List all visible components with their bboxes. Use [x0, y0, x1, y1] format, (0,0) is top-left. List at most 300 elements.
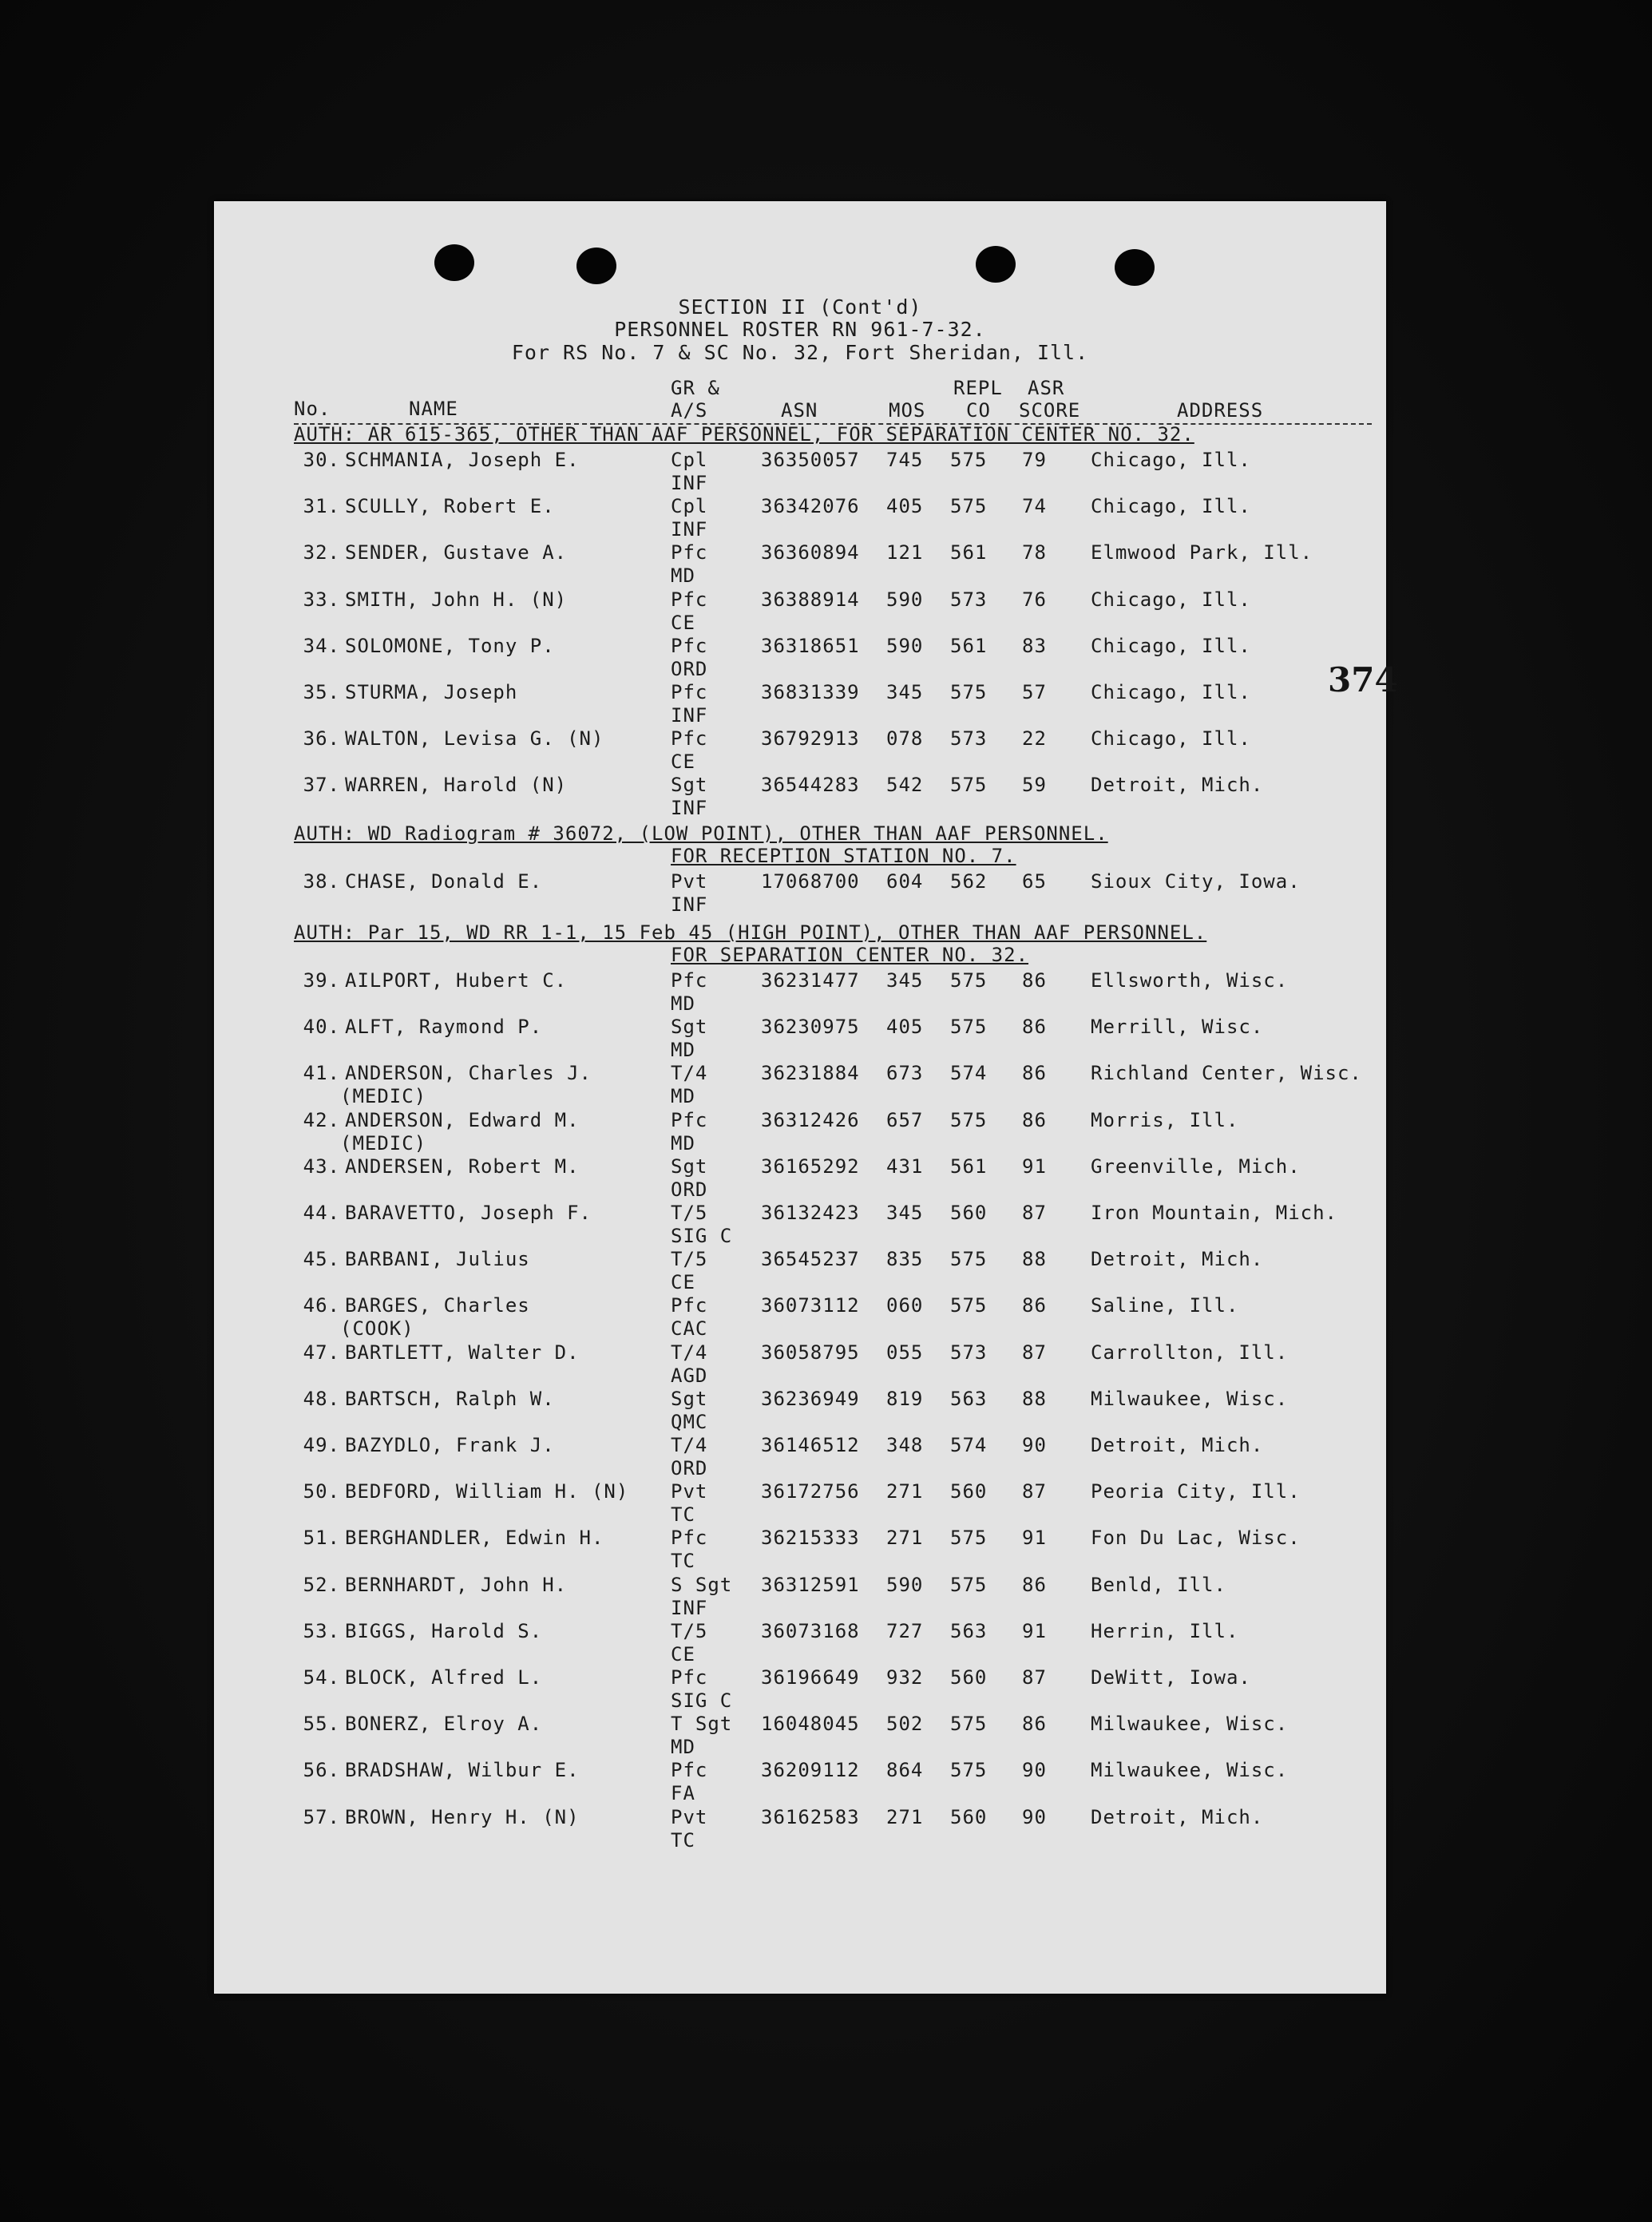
row-grade: Pfc [671, 727, 708, 750]
col-name: NAME [409, 398, 458, 420]
row-mos: 590 [886, 635, 924, 657]
row-mos: 745 [886, 449, 924, 471]
row-asr-score: 87 [1022, 1202, 1047, 1224]
table-row [214, 1388, 1386, 1434]
row-mos: 078 [886, 727, 924, 750]
row-asn: 36544283 [761, 774, 860, 796]
table-row [214, 1016, 1386, 1062]
table-row [214, 1806, 1386, 1852]
row-address: Milwaukee, Wisc. [1091, 1388, 1289, 1410]
row-address: Iron Mountain, Mich. [1091, 1202, 1337, 1224]
row-asn: 36215333 [761, 1527, 860, 1549]
row-mos: 542 [886, 774, 924, 796]
row-repl-co: 575 [950, 495, 988, 517]
table-row [214, 1574, 1386, 1620]
row-arm-service: INF [671, 518, 708, 541]
row-address: Merrill, Wisc. [1091, 1016, 1264, 1038]
col-score: SCORE [1019, 399, 1081, 422]
row-asn: 36236949 [761, 1388, 860, 1410]
row-name: SCHMANIA, Joseph E. [345, 449, 580, 471]
row-number: 52. [303, 1574, 340, 1596]
row-number: 50. [303, 1480, 340, 1503]
table-row [214, 774, 1386, 820]
row-arm-service: INF [671, 1597, 708, 1619]
table-row [214, 495, 1386, 541]
row-arm-service: TC [671, 1503, 695, 1526]
row-grade: T/5 [671, 1248, 708, 1270]
col-asn: ASN [781, 399, 818, 422]
auth-text: AUTH: Par 15, WD RR 1-1, 15 Feb 45 (HIGH POINT), OTHER THAN AAF PERSONNEL. [294, 921, 1207, 944]
row-mos: 121 [886, 541, 924, 564]
row-asr-score: 86 [1022, 1016, 1047, 1038]
row-grade: T/5 [671, 1202, 708, 1224]
row-mos: 657 [886, 1109, 924, 1131]
row-grade: T/4 [671, 1434, 708, 1456]
row-asn: 36146512 [761, 1434, 860, 1456]
page-number-stamp: 374 [1328, 660, 1398, 699]
col-co: CO [966, 399, 991, 422]
row-mos: 345 [886, 681, 924, 703]
row-address: Chicago, Ill. [1091, 449, 1251, 471]
row-grade: Pvt [671, 1480, 708, 1503]
section-title: SECTION II (Cont'd) [678, 295, 922, 319]
row-arm-service: ORD [671, 1457, 708, 1479]
row-number: 53. [303, 1620, 340, 1642]
table-row [214, 681, 1386, 727]
row-grade: Cpl [671, 495, 708, 517]
row-name: BARTLETT, Walter D. [345, 1341, 580, 1364]
row-asn: 36132423 [761, 1202, 860, 1224]
row-grade: T Sgt [671, 1713, 733, 1735]
row-number: 56. [303, 1759, 340, 1781]
row-number: 35. [303, 681, 340, 703]
table-row [214, 1434, 1386, 1480]
row-name: BARAVETTO, Joseph F. [345, 1202, 592, 1224]
row-asr-score: 87 [1022, 1666, 1047, 1689]
row-arm-service: ORD [671, 1178, 708, 1201]
row-mos: 405 [886, 1016, 924, 1038]
roster-page [214, 201, 1398, 1994]
row-address: Carrollton, Ill. [1091, 1341, 1289, 1364]
row-mos: 819 [886, 1388, 924, 1410]
row-repl-co: 575 [950, 449, 988, 471]
row-asr-score: 83 [1022, 635, 1047, 657]
col-gr: GR & [671, 377, 720, 399]
row-asn: 36831339 [761, 681, 860, 703]
row-mos: 345 [886, 969, 924, 992]
row-asr-score: 87 [1022, 1341, 1047, 1364]
row-asn: 36073112 [761, 1294, 860, 1317]
row-address: Detroit, Mich. [1091, 1248, 1264, 1270]
row-repl-co: 575 [950, 1294, 988, 1317]
row-number: 45. [303, 1248, 340, 1270]
auth-line-2 [671, 944, 1028, 966]
row-asn: 36196649 [761, 1666, 860, 1689]
row-number: 48. [303, 1388, 340, 1410]
row-repl-co: 573 [950, 1341, 988, 1364]
row-address: Saline, Ill. [1091, 1294, 1239, 1317]
row-name: WARREN, Harold (N) [345, 774, 568, 796]
row-arm-service: ORD [671, 658, 708, 680]
table-row [214, 449, 1386, 495]
row-asn: 36058795 [761, 1341, 860, 1364]
row-name: SENDER, Gustave A. [345, 541, 568, 564]
row-name: BERNHARDT, John H. [345, 1574, 568, 1596]
roster-title: PERSONNEL ROSTER RN 961-7-32. [614, 318, 986, 341]
row-address: Chicago, Ill. [1091, 681, 1251, 703]
row-number: 51. [303, 1527, 340, 1549]
row-grade: Pfc [671, 1666, 708, 1689]
row-name: BERGHANDLER, Edwin H. [345, 1527, 604, 1549]
row-address: Chicago, Ill. [1091, 635, 1251, 657]
row-note: (MEDIC) [340, 1132, 427, 1155]
auth-text: AUTH: AR 615-365, OTHER THAN AAF PERSONNEL, FOR SEPARATION CENTER NO. 32. [294, 423, 1194, 446]
row-number: 44. [303, 1202, 340, 1224]
row-arm-service: MD [671, 1039, 695, 1061]
row-grade: Pfc [671, 1759, 708, 1781]
roster-subtitle: For RS No. 7 & SC No. 32, Fort Sheridan, Ill. [511, 341, 1089, 364]
row-repl-co: 561 [950, 1155, 988, 1178]
row-address: Sioux City, Iowa. [1091, 870, 1301, 893]
row-asn: 36312426 [761, 1109, 860, 1131]
row-mos: 271 [886, 1527, 924, 1549]
row-asn: 36231477 [761, 969, 860, 992]
row-asn: 36162583 [761, 1806, 860, 1828]
col-address: ADDRESS [1177, 399, 1264, 422]
row-mos: 405 [886, 495, 924, 517]
table-row [214, 1248, 1386, 1294]
auth-line [294, 822, 1108, 845]
row-grade: Pvt [671, 1806, 708, 1828]
row-number: 55. [303, 1713, 340, 1735]
row-asr-score: 57 [1022, 681, 1047, 703]
row-address: DeWitt, Iowa. [1091, 1666, 1251, 1689]
row-number: 41. [303, 1062, 340, 1084]
row-repl-co: 573 [950, 727, 988, 750]
row-arm-service: MD [671, 992, 695, 1015]
row-repl-co: 573 [950, 588, 988, 611]
col-asr: ASR [1028, 377, 1065, 399]
row-repl-co: 575 [950, 681, 988, 703]
row-asr-score: 79 [1022, 449, 1047, 471]
row-address: Morris, Ill. [1091, 1109, 1239, 1131]
row-number: 49. [303, 1434, 340, 1456]
row-grade: T/4 [671, 1341, 708, 1364]
row-arm-service: CE [671, 751, 695, 773]
auth-line [294, 921, 1206, 944]
row-repl-co: 575 [950, 1527, 988, 1549]
row-mos: 590 [886, 1574, 924, 1596]
row-asr-score: 86 [1022, 1062, 1047, 1084]
row-asr-score: 86 [1022, 1574, 1047, 1596]
row-grade: Pfc [671, 588, 708, 611]
row-arm-service: SIG C [671, 1689, 733, 1712]
table-row [214, 727, 1386, 774]
row-asr-score: 90 [1022, 1806, 1047, 1828]
row-grade: Pfc [671, 635, 708, 657]
row-name: BEDFORD, William H. (N) [345, 1480, 629, 1503]
row-mos: 604 [886, 870, 924, 893]
row-number: 54. [303, 1666, 340, 1689]
row-asr-score: 88 [1022, 1388, 1047, 1410]
row-address: Peoria City, Ill. [1091, 1480, 1301, 1503]
row-asn: 36165292 [761, 1155, 860, 1178]
row-number: 43. [303, 1155, 340, 1178]
table-row [214, 1202, 1386, 1248]
row-arm-service: TC [671, 1829, 695, 1852]
row-mos: 060 [886, 1294, 924, 1317]
row-asr-score: 65 [1022, 870, 1047, 893]
row-number: 30. [303, 449, 340, 471]
row-repl-co: 560 [950, 1806, 988, 1828]
table-row [214, 1109, 1386, 1155]
row-asn: 36318651 [761, 635, 860, 657]
row-mos: 727 [886, 1620, 924, 1642]
row-asn: 36230975 [761, 1016, 860, 1038]
row-mos: 502 [886, 1713, 924, 1735]
row-grade: Pfc [671, 969, 708, 992]
row-address: Chicago, Ill. [1091, 727, 1251, 750]
row-number: 33. [303, 588, 340, 611]
row-arm-service: CE [671, 1271, 695, 1293]
row-asn: 36342076 [761, 495, 860, 517]
row-arm-service: TC [671, 1550, 695, 1572]
table-row [214, 588, 1386, 635]
row-grade: Cpl [671, 449, 708, 471]
row-arm-service: MD [671, 1736, 695, 1758]
row-repl-co: 575 [950, 1574, 988, 1596]
row-repl-co: 575 [950, 1248, 988, 1270]
row-asn: 17068700 [761, 870, 860, 893]
row-arm-service: CE [671, 612, 695, 634]
col-mos: MOS [889, 399, 926, 422]
row-asr-score: 59 [1022, 774, 1047, 796]
row-mos: 345 [886, 1202, 924, 1224]
row-address: Ellsworth, Wisc. [1091, 969, 1289, 992]
row-address: Detroit, Mich. [1091, 1434, 1264, 1456]
row-asr-score: 87 [1022, 1480, 1047, 1503]
row-note: (MEDIC) [340, 1085, 427, 1107]
row-asr-score: 90 [1022, 1434, 1047, 1456]
col-as: A/S [671, 399, 708, 422]
row-asn: 36545237 [761, 1248, 860, 1270]
row-repl-co: 560 [950, 1202, 988, 1224]
row-number: 40. [303, 1016, 340, 1038]
row-asr-score: 91 [1022, 1527, 1047, 1549]
auth-text-2: FOR SEPARATION CENTER NO. 32. [671, 944, 1029, 966]
punch-hole [1115, 249, 1155, 286]
row-repl-co: 575 [950, 969, 988, 992]
row-address: Benld, Ill. [1091, 1574, 1226, 1596]
row-name: SMITH, John H. (N) [345, 588, 568, 611]
row-mos: 348 [886, 1434, 924, 1456]
row-asr-score: 91 [1022, 1620, 1047, 1642]
row-mos: 055 [886, 1341, 924, 1364]
row-name: ALFT, Raymond P. [345, 1016, 543, 1038]
row-address: Elmwood Park, Ill. [1091, 541, 1313, 564]
row-name: AILPORT, Hubert C. [345, 969, 568, 992]
row-arm-service: MD [671, 1132, 695, 1155]
auth-text-2: FOR RECEPTION STATION NO. 7. [671, 845, 1016, 867]
row-name: ANDERSON, Edward M. [345, 1109, 580, 1131]
row-arm-service: QMC [671, 1411, 708, 1433]
row-address: Richland Center, Wisc. [1091, 1062, 1362, 1084]
col-no: No. [294, 398, 331, 420]
row-arm-service: FA [671, 1782, 695, 1804]
row-arm-service: INF [671, 472, 708, 494]
row-arm-service: INF [671, 893, 708, 916]
row-grade: S Sgt [671, 1574, 733, 1596]
row-arm-service: CE [671, 1643, 695, 1666]
row-grade: Sgt [671, 774, 708, 796]
row-number: 36. [303, 727, 340, 750]
row-repl-co: 575 [950, 1759, 988, 1781]
table-row [214, 1527, 1386, 1573]
row-address: Detroit, Mich. [1091, 1806, 1264, 1828]
row-repl-co: 563 [950, 1388, 988, 1410]
row-repl-co: 574 [950, 1062, 988, 1084]
row-name: BRADSHAW, Wilbur E. [345, 1759, 580, 1781]
row-asr-score: 76 [1022, 588, 1047, 611]
table-row [214, 635, 1386, 681]
row-asn: 36360894 [761, 541, 860, 564]
row-grade: T/5 [671, 1620, 708, 1642]
row-grade: T/4 [671, 1062, 708, 1084]
row-arm-service: SIG C [671, 1225, 733, 1247]
row-asr-score: 91 [1022, 1155, 1047, 1178]
row-asr-score: 86 [1022, 969, 1047, 992]
table-row [214, 969, 1386, 1016]
row-mos: 864 [886, 1759, 924, 1781]
row-arm-service: MD [671, 564, 695, 587]
row-number: 47. [303, 1341, 340, 1364]
row-name: BARBANI, Julius [345, 1248, 530, 1270]
row-mos: 835 [886, 1248, 924, 1270]
row-grade: Sgt [671, 1388, 708, 1410]
row-name: WALTON, Levisa G. (N) [345, 727, 604, 750]
row-mos: 673 [886, 1062, 924, 1084]
row-address: Chicago, Ill. [1091, 495, 1251, 517]
row-mos: 271 [886, 1480, 924, 1503]
row-name: SOLOMONE, Tony P. [345, 635, 555, 657]
row-arm-service: MD [671, 1085, 695, 1107]
row-asr-score: 90 [1022, 1759, 1047, 1781]
row-asn: 36209112 [761, 1759, 860, 1781]
row-asn: 36073168 [761, 1620, 860, 1642]
row-name: BARGES, Charles [345, 1294, 530, 1317]
row-asr-score: 22 [1022, 727, 1047, 750]
table-row [214, 541, 1386, 588]
row-address: Fon Du Lac, Wisc. [1091, 1527, 1301, 1549]
row-address: Milwaukee, Wisc. [1091, 1759, 1289, 1781]
row-asn: 36312591 [761, 1574, 860, 1596]
table-row [214, 1759, 1386, 1805]
row-note: (COOK) [340, 1317, 414, 1340]
row-repl-co: 560 [950, 1666, 988, 1689]
row-name: BAZYDLO, Frank J. [345, 1434, 555, 1456]
row-repl-co: 561 [950, 541, 988, 564]
row-arm-service: AGD [671, 1364, 708, 1387]
punch-hole [434, 244, 474, 281]
auth-text: AUTH: WD Radiogram # 36072, (LOW POINT), OTHER THAN AAF PERSONNEL. [294, 822, 1108, 845]
row-number: 32. [303, 541, 340, 564]
row-arm-service: CAC [671, 1317, 708, 1340]
row-address: Milwaukee, Wisc. [1091, 1713, 1289, 1735]
table-row [214, 870, 1386, 917]
row-name: ANDERSEN, Robert M. [345, 1155, 580, 1178]
row-asr-score: 78 [1022, 541, 1047, 564]
row-grade: Sgt [671, 1016, 708, 1038]
row-repl-co: 562 [950, 870, 988, 893]
row-number: 34. [303, 635, 340, 657]
row-name: BONERZ, Elroy A. [345, 1713, 543, 1735]
row-grade: Pfc [671, 541, 708, 564]
row-address: Chicago, Ill. [1091, 588, 1251, 611]
col-repl: REPL [953, 377, 1003, 399]
table-row [214, 1713, 1386, 1759]
row-asn: 36792913 [761, 727, 860, 750]
row-repl-co: 575 [950, 1713, 988, 1735]
row-mos: 431 [886, 1155, 924, 1178]
table-row [214, 1062, 1386, 1108]
row-number: 42. [303, 1109, 340, 1131]
row-name: BARTSCH, Ralph W. [345, 1388, 555, 1410]
row-grade: Pvt [671, 870, 708, 893]
row-repl-co: 563 [950, 1620, 988, 1642]
row-mos: 932 [886, 1666, 924, 1689]
row-repl-co: 561 [950, 635, 988, 657]
row-repl-co: 575 [950, 774, 988, 796]
row-grade: Sgt [671, 1155, 708, 1178]
row-address: Greenville, Mich. [1091, 1155, 1301, 1178]
row-name: BLOCK, Alfred L. [345, 1666, 543, 1689]
table-row [214, 1666, 1386, 1713]
row-address: Detroit, Mich. [1091, 774, 1264, 796]
row-repl-co: 575 [950, 1016, 988, 1038]
row-address: Herrin, Ill. [1091, 1620, 1239, 1642]
punch-hole [576, 248, 616, 284]
row-number: 31. [303, 495, 340, 517]
row-number: 37. [303, 774, 340, 796]
row-arm-service: INF [671, 704, 708, 727]
row-number: 57. [303, 1806, 340, 1828]
row-name: ANDERSON, Charles J. [345, 1062, 592, 1084]
row-asn: 36231884 [761, 1062, 860, 1084]
row-asn: 36172756 [761, 1480, 860, 1503]
row-grade: Pfc [671, 1294, 708, 1317]
row-asn: 36350057 [761, 449, 860, 471]
row-asr-score: 86 [1022, 1713, 1047, 1735]
row-grade: Pfc [671, 1527, 708, 1549]
row-asr-score: 86 [1022, 1109, 1047, 1131]
row-name: BROWN, Henry H. (N) [345, 1806, 580, 1828]
row-number: 39. [303, 969, 340, 992]
auth-line-2 [671, 845, 1016, 867]
row-asr-score: 86 [1022, 1294, 1047, 1317]
row-grade: Pfc [671, 1109, 708, 1131]
table-row [214, 1155, 1386, 1202]
row-repl-co: 575 [950, 1109, 988, 1131]
auth-line [294, 423, 1194, 446]
punch-hole [976, 246, 1016, 283]
row-name: CHASE, Donald E. [345, 870, 543, 893]
row-grade: Pfc [671, 681, 708, 703]
row-asr-score: 88 [1022, 1248, 1047, 1270]
table-row [214, 1480, 1386, 1527]
table-row [214, 1341, 1386, 1388]
table-row [214, 1294, 1386, 1341]
row-number: 38. [303, 870, 340, 893]
